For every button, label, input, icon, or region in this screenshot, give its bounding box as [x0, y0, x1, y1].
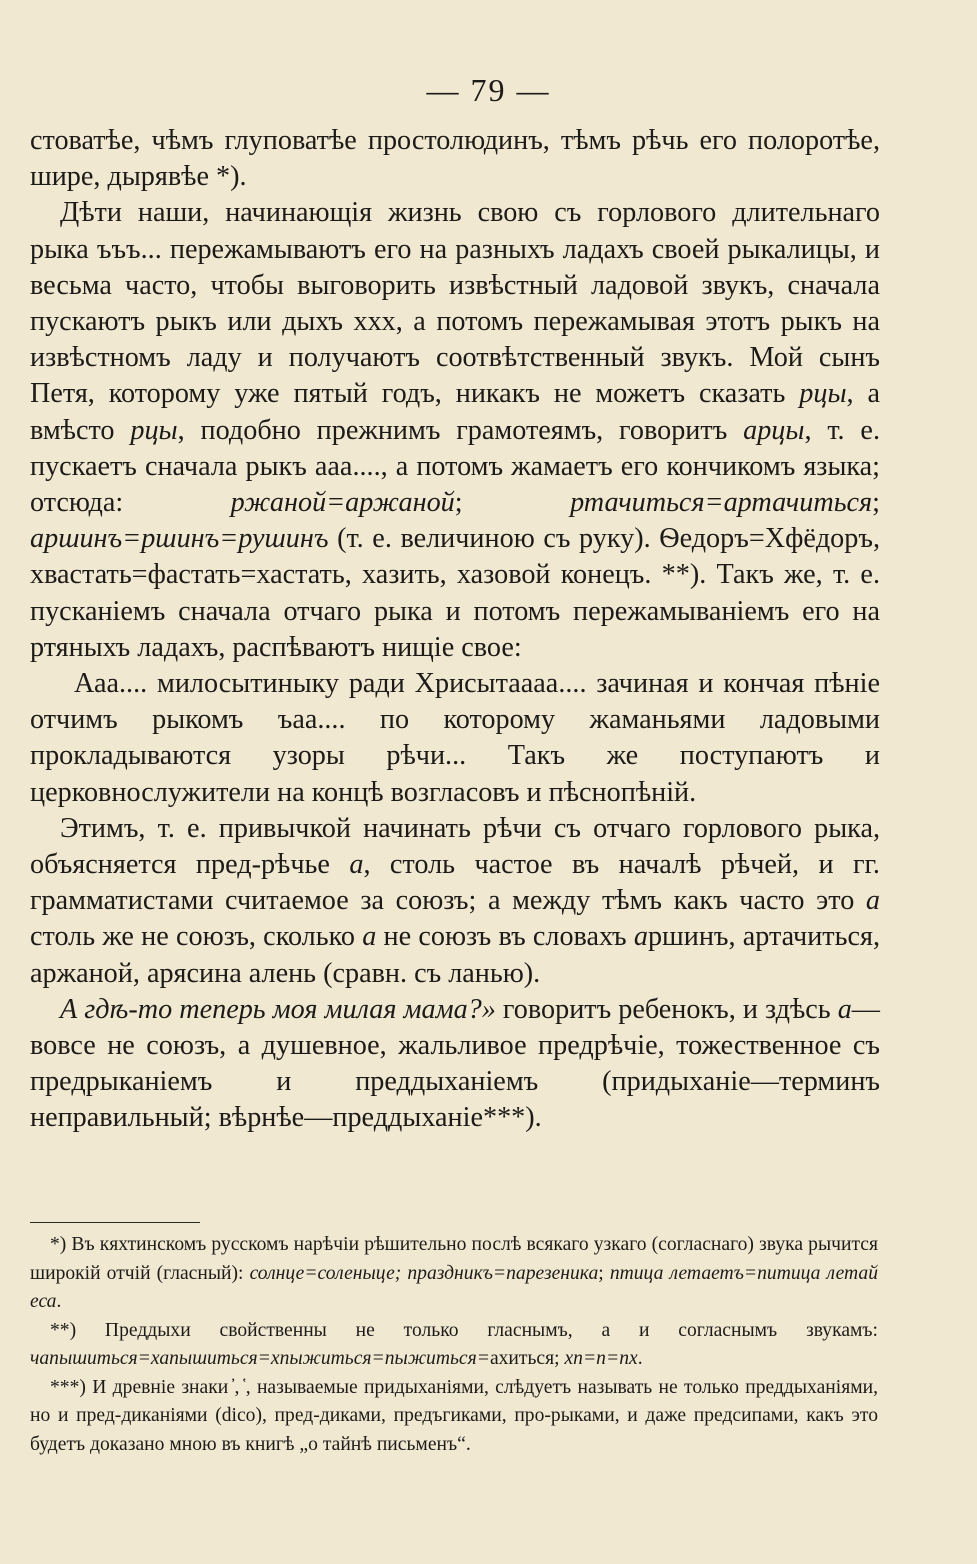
italic-run: ртачиться=артачиться — [570, 487, 873, 519]
paragraph-1 — [30, 123, 880, 195]
italic-run: ржаной=аржаной — [230, 487, 455, 519]
italic-run: а — [865, 885, 880, 917]
footnote-2 — [30, 1317, 878, 1374]
italic-run: солнце=соленыце; праздникъ=парезеника — [249, 1262, 599, 1284]
italic-run: хп=п=пх — [564, 1348, 638, 1369]
page-number: — 79 — — [426, 72, 551, 108]
italic-run: а — [633, 921, 648, 953]
italic-run: А гдѣ-то теперь моя милая мама?» — [60, 993, 496, 1025]
text-run: ; — [598, 1262, 610, 1284]
italic-run: аршинъ=ршинъ=рушинъ — [30, 523, 329, 555]
italic-run: птица летаетъ=питица летай еса — [30, 1262, 878, 1312]
text-run: , подобно прежнимъ грамотеямъ, говоритъ — [177, 414, 744, 446]
text-run: , т. е. пускаетъ сначала рыкъ ааа...., а потомъ жамаетъ его кончикомъ языка; отсюда: — [30, 414, 880, 519]
text-run: **) Преддыхи свойственны не только гласнымъ, а и согласнымъ звукамъ: — [50, 1319, 878, 1341]
text-run: ахиться; — [489, 1348, 565, 1369]
footnotes — [30, 1231, 878, 1459]
paragraph-3-chant — [30, 666, 880, 811]
footnote-1 — [30, 1231, 878, 1317]
main-text — [30, 123, 880, 1137]
text-run: ршинъ, артачиться, аржаной, арясина алень (сравн. съ ланью). — [30, 921, 880, 989]
text-run: . — [56, 1291, 62, 1312]
text-run: ***) И древніе знаки ҆, ҅, называемые придыханіями, слѣдуетъ называть не только преддыханіями, но и пред-диканіями (dico), пред-диками, предъгиками, про-рыками, и даже предсипами, какъ это будетъ доказано мною въ книгѣ „о тайнѣ письменъ“. — [30, 1376, 878, 1455]
paragraph-5 — [30, 992, 880, 1137]
italic-run: рцы — [799, 378, 847, 410]
italic-run: а — [362, 921, 377, 953]
italic-run: рцы — [130, 414, 178, 446]
text-run: говоритъ ребенокъ, и здѣсь — [495, 993, 838, 1025]
footnote-3 — [30, 1374, 878, 1460]
text-run: , столь частое въ началѣ рѣчей, и гг. грамматистами считаемое за союзъ; а между тѣмъ какъ часто это — [30, 849, 880, 917]
text-run: ; — [454, 487, 571, 519]
footnote-rule — [30, 1222, 200, 1223]
text-run: не союзъ въ словахъ — [376, 921, 634, 953]
text-run: столь же не союзъ, сколько — [30, 921, 363, 953]
text-run: Этимъ, т. е. привычкой начинать рѣчи съ отчаго горлового рыка, объясняется пред-рѣчье — [30, 812, 880, 881]
text-run: *) Въ кяхтинскомъ русскомъ нарѣчіи рѣшительно послѣ всякаго узкаго (согласнаго) звука рычится широкій отчій (гласный): — [30, 1234, 878, 1284]
text-run: , а вмѣсто — [30, 378, 881, 446]
text-run: ; — [872, 487, 880, 519]
text-run: —вовсе не союзъ, а душевное, жальливое предрѣчіе, тожественное съ предрыканіемъ и преддыханіемъ (придыханіе—терминъ неправильный; вѣрнѣе—преддыханіе***). — [30, 993, 880, 1134]
text-run: стоватѣе, чѣмъ глуповатѣе простолюдинъ, тѣмъ рѣчь его полоротѣе, шире, дырявѣе *). — [30, 125, 880, 193]
text-run: . — [637, 1348, 643, 1369]
italic-run: чапышиться=хапышиться=хпыжиться=пыжиться= — [30, 1348, 490, 1369]
paragraph-4 — [30, 811, 880, 992]
text-run: Дѣти наши, начинающія жизнь свою съ горлового длительнаго рыка ъъъ... пережамываютъ его на разныхъ ладахъ своей рыкалицы, и весьма часто, чтобы выговорить извѣстный ладовой звукъ, сначала пускаютъ рыкъ или дыхъ xxx, а потомъ пережамывая этотъ рыкъ на извѣстномъ ладу и получаютъ соотвѣтственный звукъ. Мой сынъ Петя, которому уже пятый годъ, никакъ не можетъ сказать — [30, 197, 880, 410]
italic-run: а — [837, 993, 852, 1025]
text-run: Ааа.... милосытиныку ради Хрисытаааа.... зачиная и кончая пѣніе отчимъ рыкомъ ъаа.... по которому жаманьями ладовыми прокладываются узоры рѣчи... Такъ же поступаютъ и церковнослужители на концѣ возгласовъ и пѣснопѣній. — [30, 668, 880, 808]
italic-run: арцы — [743, 414, 805, 446]
text-run: (т. е. величиною съ руку). Ѳедоръ=Хфёдоръ, хвастать=фастать=хастать, хазить, хазовой конецъ. **). Такъ же, т. е. пусканіемъ сначала отчаго рыка и потомъ пережамываніемъ его на ртяныхъ ладахъ, распѣваютъ нищіе свое: — [30, 523, 880, 663]
italic-run: а — [349, 849, 364, 881]
paragraph-2 — [30, 195, 880, 666]
